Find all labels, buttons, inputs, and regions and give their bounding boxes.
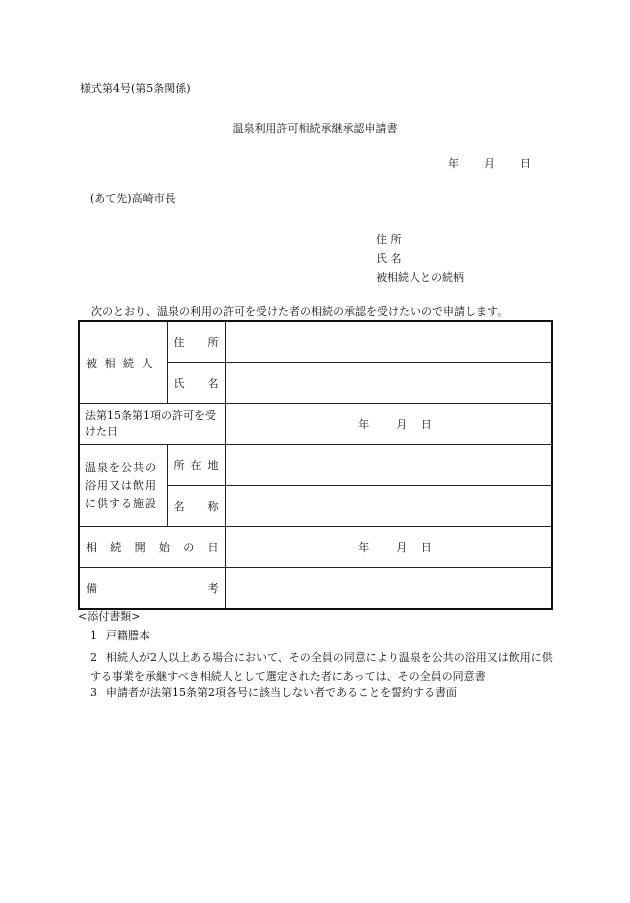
facility-name-field[interactable] (225, 486, 552, 527)
applicant-relation-label: 被相続人との続柄 (376, 271, 464, 284)
label-char: 所 (173, 459, 185, 472)
application-form-table (78, 320, 553, 610)
facility-name-label-cell (167, 486, 225, 527)
date-month: 月 (484, 157, 495, 170)
label-char: 始 (158, 541, 170, 554)
label-char: 在 (190, 459, 202, 472)
addressee: (あて先)高崎市長 (90, 192, 176, 205)
decedent-name-label-cell (167, 363, 225, 404)
attachment-number: 3 (90, 686, 97, 699)
table-row (79, 568, 552, 610)
start-date-field[interactable] (225, 527, 552, 568)
permit-date-label: 法第15条第1項の許可を受けた日 (85, 409, 216, 438)
date-year: 年 (358, 541, 370, 554)
label-char: 開 (134, 541, 146, 554)
table-row (79, 404, 552, 445)
label-char: 地 (207, 459, 219, 472)
label-char: 称 (207, 500, 219, 513)
attachment-item (90, 629, 150, 643)
attachment-text: 相続人が2人以上ある場合において、その全員の同意により温泉を公共の浴用又は飲用に供する事業を承継すべき相続人として選定された者にあっては、その全員の同意書 (90, 651, 553, 683)
applicant-block (376, 230, 464, 287)
decedent-label: 被 相 続 人 (86, 356, 155, 370)
label-char: 相 (86, 541, 97, 554)
facility-label: 温泉を公共の浴用又は飲用に供する施設 (85, 460, 157, 510)
decedent-label-cell (79, 321, 167, 404)
application-date (448, 157, 531, 171)
date-day: 日 (520, 157, 531, 170)
attachment-text: 戸籍謄本 (106, 629, 150, 642)
label-char: 日 (207, 541, 219, 554)
label-char: 続 (110, 541, 122, 554)
label-char: 名 (173, 500, 185, 513)
decedent-name-field[interactable] (225, 363, 552, 404)
decedent-address-field[interactable] (225, 321, 552, 363)
date-year: 年 (448, 157, 459, 170)
location-label-cell (167, 445, 225, 486)
label-char: の (183, 541, 195, 554)
facility-location-field[interactable] (225, 445, 552, 486)
label-char: 住 (173, 336, 185, 349)
label-char: 所 (207, 336, 219, 349)
facility-label-cell (79, 445, 167, 527)
table-row (79, 527, 552, 568)
remarks-label-cell (79, 568, 225, 610)
attachment-item (90, 686, 457, 700)
label-char: 考 (207, 582, 219, 595)
label-char: 氏 (173, 377, 185, 390)
table-row (79, 445, 552, 486)
document-title: 温泉利用許可相続承継承認申請書 (232, 122, 398, 135)
attachment-number: 1 (90, 629, 97, 642)
form-number: 様式第4号(第5条関係) (80, 82, 191, 95)
applicant-address-label: 住 所 (376, 233, 402, 246)
table-row (79, 321, 552, 363)
applicant-name-label: 氏 名 (376, 252, 402, 265)
label-char: 備 (86, 582, 97, 595)
label-char: 名 (207, 377, 219, 390)
date-month: 月 (396, 541, 408, 554)
date-year: 年 (358, 418, 370, 431)
attachment-item (90, 648, 555, 686)
decedent-address-label-cell (167, 321, 225, 363)
intro-text: 次のとおり、温泉の利用の許可を受けた者の相続の承認を受けたいので申請します。 (91, 305, 509, 318)
date-month: 月 (396, 418, 408, 431)
permit-date-field[interactable] (225, 404, 552, 445)
attachment-text: 申請者が法第15条第2項各号に該当しない者であることを誓約する書面 (106, 686, 457, 699)
attachment-number: 2 (90, 651, 97, 664)
start-date-label-cell (79, 527, 225, 568)
date-day: 日 (420, 418, 432, 431)
date-day: 日 (420, 541, 432, 554)
attachments-heading: <添付書類> (78, 610, 141, 623)
permit-date-label-cell (79, 404, 225, 445)
remarks-field[interactable] (225, 568, 552, 610)
